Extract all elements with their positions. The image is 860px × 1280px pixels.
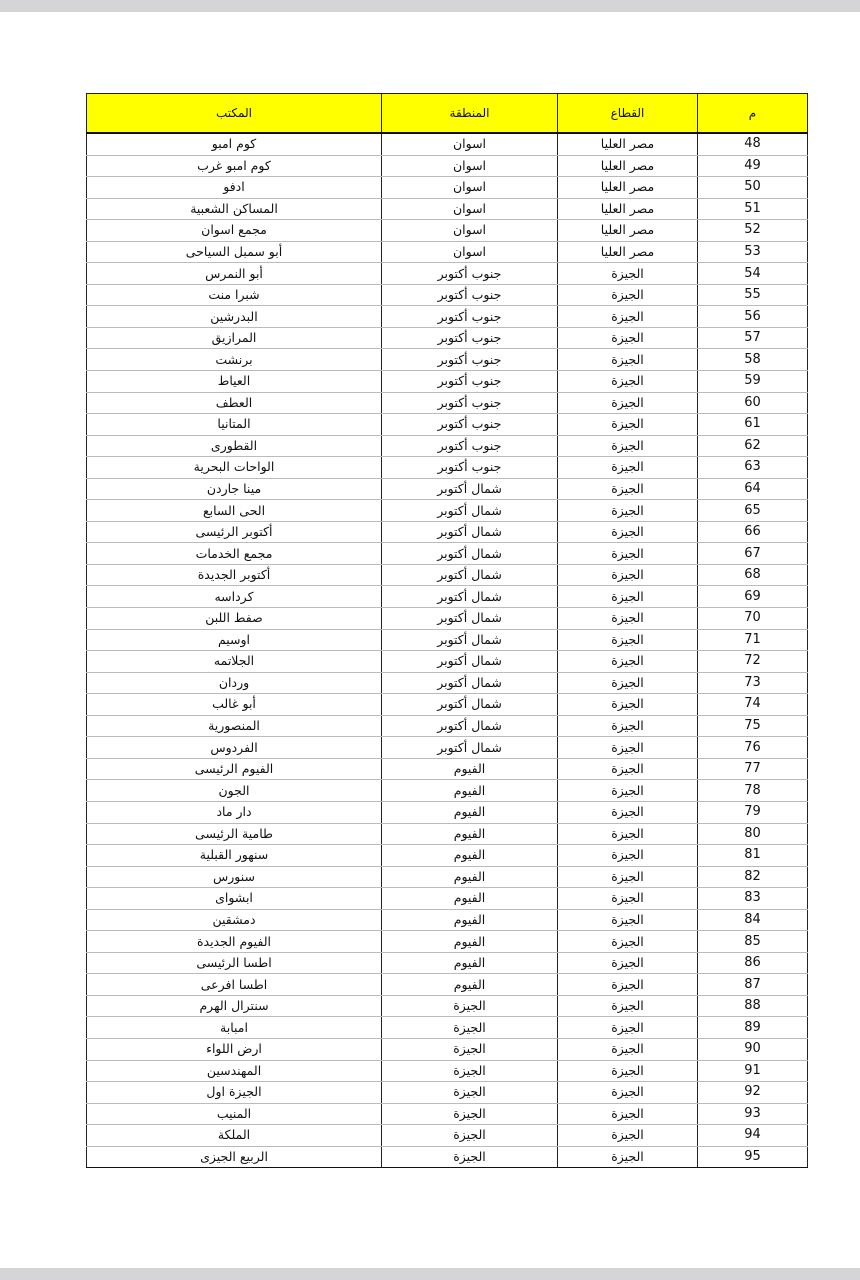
cell-region: الفيوم [382,780,558,802]
cell-num: 93 [698,1103,808,1125]
cell-num: 89 [698,1017,808,1039]
table-row [87,478,808,500]
cell-sector: مصر العليا [558,220,698,242]
cell-num: 85 [698,931,808,953]
cell-region: شمال أكتوبر [382,478,558,500]
table-row [87,1125,808,1147]
table-row [87,715,808,737]
cell-num: 82 [698,866,808,888]
cell-num: 58 [698,349,808,371]
cell-sector: الجيزة [558,457,698,479]
cell-region: جنوب أكتوبر [382,414,558,436]
cell-region: الفيوم [382,866,558,888]
cell-office: ارض اللواء [87,1038,382,1060]
cell-num: 72 [698,651,808,673]
cell-num: 48 [698,133,808,155]
table-row [87,737,808,759]
cell-sector: الجيزة [558,414,698,436]
table-row [87,952,808,974]
cell-region: الجيزة [382,1125,558,1147]
cell-region: الفيوم [382,888,558,910]
cell-region: شمال أكتوبر [382,521,558,543]
cell-office: أبو سمبل السياحى [87,241,382,263]
cell-sector: الجيزة [558,845,698,867]
cell-office: اوسيم [87,629,382,651]
cell-num: 75 [698,715,808,737]
cell-sector: الجيزة [558,931,698,953]
table-row [87,327,808,349]
cell-region: جنوب أكتوبر [382,263,558,285]
cell-num: 53 [698,241,808,263]
cell-sector: الجيزة [558,651,698,673]
cell-region: الفيوم [382,845,558,867]
cell-sector: الجيزة [558,1103,698,1125]
table-row [87,866,808,888]
cell-sector: الجيزة [558,1125,698,1147]
table-row [87,371,808,393]
cell-num: 69 [698,586,808,608]
cell-office: كوم امبو غرب [87,155,382,177]
table-row [87,672,808,694]
table-row [87,758,808,780]
table-row [87,608,808,630]
cell-office: الفيوم الرئيسى [87,758,382,780]
header-sector: القطاع [558,94,698,134]
table-row [87,780,808,802]
cell-num: 78 [698,780,808,802]
table-row [87,306,808,328]
cell-num: 88 [698,995,808,1017]
cell-region: الجيزة [382,1017,558,1039]
table-row [87,220,808,242]
cell-num: 94 [698,1125,808,1147]
table-row [87,241,808,263]
cell-office: الملكة [87,1125,382,1147]
bottom-gray-bar [0,1268,860,1280]
cell-sector: الجيزة [558,888,698,910]
cell-region: شمال أكتوبر [382,586,558,608]
table-row [87,155,808,177]
cell-office: الفردوس [87,737,382,759]
table-row [87,1082,808,1104]
cell-region: شمال أكتوبر [382,651,558,673]
table-row [87,1146,808,1168]
cell-region: اسوان [382,198,558,220]
table-header [87,94,808,134]
cell-office: مجمع الخدمات [87,543,382,565]
cell-region: شمال أكتوبر [382,564,558,586]
cell-sector: الجيزة [558,1082,698,1104]
cell-sector: الجيزة [558,715,698,737]
cell-num: 67 [698,543,808,565]
cell-office: دار ماد [87,801,382,823]
table-row [87,629,808,651]
cell-sector: الجيزة [558,780,698,802]
cell-sector: الجيزة [558,737,698,759]
cell-num: 70 [698,608,808,630]
cell-office: دمشقين [87,909,382,931]
cell-sector: الجيزة [558,974,698,996]
cell-sector: الجيزة [558,909,698,931]
cell-office: امبابة [87,1017,382,1039]
table-row [87,1060,808,1082]
table-row [87,888,808,910]
cell-office: سنترال الهرم [87,995,382,1017]
table-row [87,931,808,953]
cell-num: 68 [698,564,808,586]
top-gray-bar [0,0,860,12]
cell-region: اسوان [382,241,558,263]
cell-office: المنصورية [87,715,382,737]
cell-region: الجيزة [382,1103,558,1125]
header-num: م [698,94,808,134]
cell-sector: الجيزة [558,758,698,780]
cell-office: ابشواى [87,888,382,910]
cell-num: 80 [698,823,808,845]
cell-num: 77 [698,758,808,780]
cell-sector: الجيزة [558,435,698,457]
cell-region: شمال أكتوبر [382,694,558,716]
cell-sector: الجيزة [558,1038,698,1060]
cell-num: 57 [698,327,808,349]
cell-office: الجون [87,780,382,802]
header-region: المنطقة [382,94,558,134]
cell-office: كوم امبو [87,133,382,155]
table-body [87,133,808,1168]
cell-region: جنوب أكتوبر [382,371,558,393]
cell-sector: الجيزة [558,586,698,608]
cell-region: جنوب أكتوبر [382,327,558,349]
cell-num: 66 [698,521,808,543]
cell-sector: الجيزة [558,1146,698,1168]
cell-region: جنوب أكتوبر [382,392,558,414]
cell-region: الفيوم [382,931,558,953]
table-row [87,1103,808,1125]
cell-num: 61 [698,414,808,436]
cell-sector: الجيزة [558,1060,698,1082]
cell-region: الجيزة [382,1060,558,1082]
cell-num: 84 [698,909,808,931]
cell-office: سنهور القبلية [87,845,382,867]
cell-sector: الجيزة [558,349,698,371]
cell-sector: الجيزة [558,672,698,694]
table-row [87,845,808,867]
cell-office: اطسا الرئيسى [87,952,382,974]
cell-office: أكتوبر الجديدة [87,564,382,586]
cell-region: جنوب أكتوبر [382,306,558,328]
table-row [87,586,808,608]
cell-num: 79 [698,801,808,823]
cell-sector: الجيزة [558,952,698,974]
cell-num: 92 [698,1082,808,1104]
cell-office: المهندسين [87,1060,382,1082]
table-row [87,1017,808,1039]
cell-region: الجيزة [382,1038,558,1060]
cell-sector: الجيزة [558,823,698,845]
table-row [87,694,808,716]
cell-sector: الجيزة [558,371,698,393]
cell-region: الفيوم [382,909,558,931]
cell-region: اسوان [382,133,558,155]
table-row [87,909,808,931]
cell-sector: الجيزة [558,995,698,1017]
table-row [87,198,808,220]
cell-office: كرداسه [87,586,382,608]
cell-num: 62 [698,435,808,457]
table-row [87,1038,808,1060]
cell-sector: الجيزة [558,694,698,716]
cell-sector: الجيزة [558,543,698,565]
cell-sector: الجيزة [558,263,698,285]
table-row [87,500,808,522]
cell-office: أبو غالب [87,694,382,716]
cell-sector: الجيزة [558,629,698,651]
cell-office: مجمع اسوان [87,220,382,242]
cell-num: 87 [698,974,808,996]
cell-region: شمال أكتوبر [382,715,558,737]
table-row [87,823,808,845]
cell-num: 55 [698,284,808,306]
cell-office: طامية الرئيسى [87,823,382,845]
table-row [87,651,808,673]
cell-num: 76 [698,737,808,759]
table-row [87,263,808,285]
cell-office: العطف [87,392,382,414]
cell-office: شبرا منت [87,284,382,306]
cell-sector: الجيزة [558,306,698,328]
cell-num: 60 [698,392,808,414]
table-row [87,177,808,199]
cell-office: الواحات البحرية [87,457,382,479]
cell-sector: الجيزة [558,500,698,522]
cell-num: 86 [698,952,808,974]
cell-num: 95 [698,1146,808,1168]
table-row [87,521,808,543]
cell-office: المرازيق [87,327,382,349]
cell-region: جنوب أكتوبر [382,457,558,479]
cell-region: جنوب أكتوبر [382,435,558,457]
cell-num: 81 [698,845,808,867]
cell-region: الفيوم [382,823,558,845]
cell-office: الربيع الجيزى [87,1146,382,1168]
cell-office: اطسا افرعى [87,974,382,996]
cell-region: شمال أكتوبر [382,543,558,565]
cell-num: 59 [698,371,808,393]
table-row [87,801,808,823]
cell-region: اسوان [382,177,558,199]
table-row [87,133,808,155]
table-row [87,457,808,479]
table-row [87,543,808,565]
cell-office: المنيب [87,1103,382,1125]
cell-num: 50 [698,177,808,199]
cell-sector: الجيزة [558,801,698,823]
cell-num: 63 [698,457,808,479]
cell-office: برنشت [87,349,382,371]
offices-table [86,93,808,1168]
cell-region: اسوان [382,220,558,242]
cell-office: المساكن الشعبية [87,198,382,220]
cell-office: المتانيا [87,414,382,436]
cell-region: الجيزة [382,1146,558,1168]
cell-sector: الجيزة [558,478,698,500]
cell-office: سنورس [87,866,382,888]
cell-region: شمال أكتوبر [382,500,558,522]
cell-num: 49 [698,155,808,177]
cell-region: جنوب أكتوبر [382,349,558,371]
cell-region: شمال أكتوبر [382,672,558,694]
cell-num: 65 [698,500,808,522]
cell-num: 74 [698,694,808,716]
cell-office: أكتوبر الرئيسى [87,521,382,543]
cell-region: جنوب أكتوبر [382,284,558,306]
table-row [87,974,808,996]
cell-num: 56 [698,306,808,328]
cell-num: 90 [698,1038,808,1060]
cell-sector: الجيزة [558,866,698,888]
table-row [87,392,808,414]
cell-office: الحى السابع [87,500,382,522]
cell-sector: مصر العليا [558,177,698,199]
cell-region: اسوان [382,155,558,177]
cell-region: الفيوم [382,974,558,996]
cell-sector: الجيزة [558,392,698,414]
cell-region: الفيوم [382,801,558,823]
cell-num: 64 [698,478,808,500]
cell-region: الجيزة [382,1082,558,1104]
cell-sector: الجيزة [558,608,698,630]
cell-region: الفيوم [382,952,558,974]
cell-region: الفيوم [382,758,558,780]
cell-office: أبو النمرس [87,263,382,285]
cell-num: 83 [698,888,808,910]
cell-sector: الجيزة [558,327,698,349]
table-row [87,414,808,436]
table-row [87,435,808,457]
cell-region: شمال أكتوبر [382,608,558,630]
cell-office: الجلاتمه [87,651,382,673]
table-row [87,349,808,371]
cell-region: الجيزة [382,995,558,1017]
cell-office: البدرشين [87,306,382,328]
cell-sector: الجيزة [558,1017,698,1039]
cell-sector: الجيزة [558,284,698,306]
cell-num: 54 [698,263,808,285]
cell-num: 51 [698,198,808,220]
cell-sector: مصر العليا [558,133,698,155]
cell-region: شمال أكتوبر [382,629,558,651]
table-row [87,995,808,1017]
cell-sector: مصر العليا [558,155,698,177]
cell-office: العياط [87,371,382,393]
cell-office: ادفو [87,177,382,199]
cell-office: القطورى [87,435,382,457]
header-office: المكتب [87,94,382,134]
cell-office: الفيوم الجديدة [87,931,382,953]
cell-num: 52 [698,220,808,242]
header-row [87,94,808,134]
table-row [87,284,808,306]
cell-sector: الجيزة [558,521,698,543]
cell-num: 73 [698,672,808,694]
cell-num: 71 [698,629,808,651]
cell-office: الجيزة اول [87,1082,382,1104]
cell-sector: مصر العليا [558,198,698,220]
cell-sector: الجيزة [558,564,698,586]
cell-region: شمال أكتوبر [382,737,558,759]
cell-sector: مصر العليا [558,241,698,263]
cell-office: مينا جاردن [87,478,382,500]
cell-num: 91 [698,1060,808,1082]
table-row [87,564,808,586]
cell-office: وردان [87,672,382,694]
cell-office: صفط اللبن [87,608,382,630]
